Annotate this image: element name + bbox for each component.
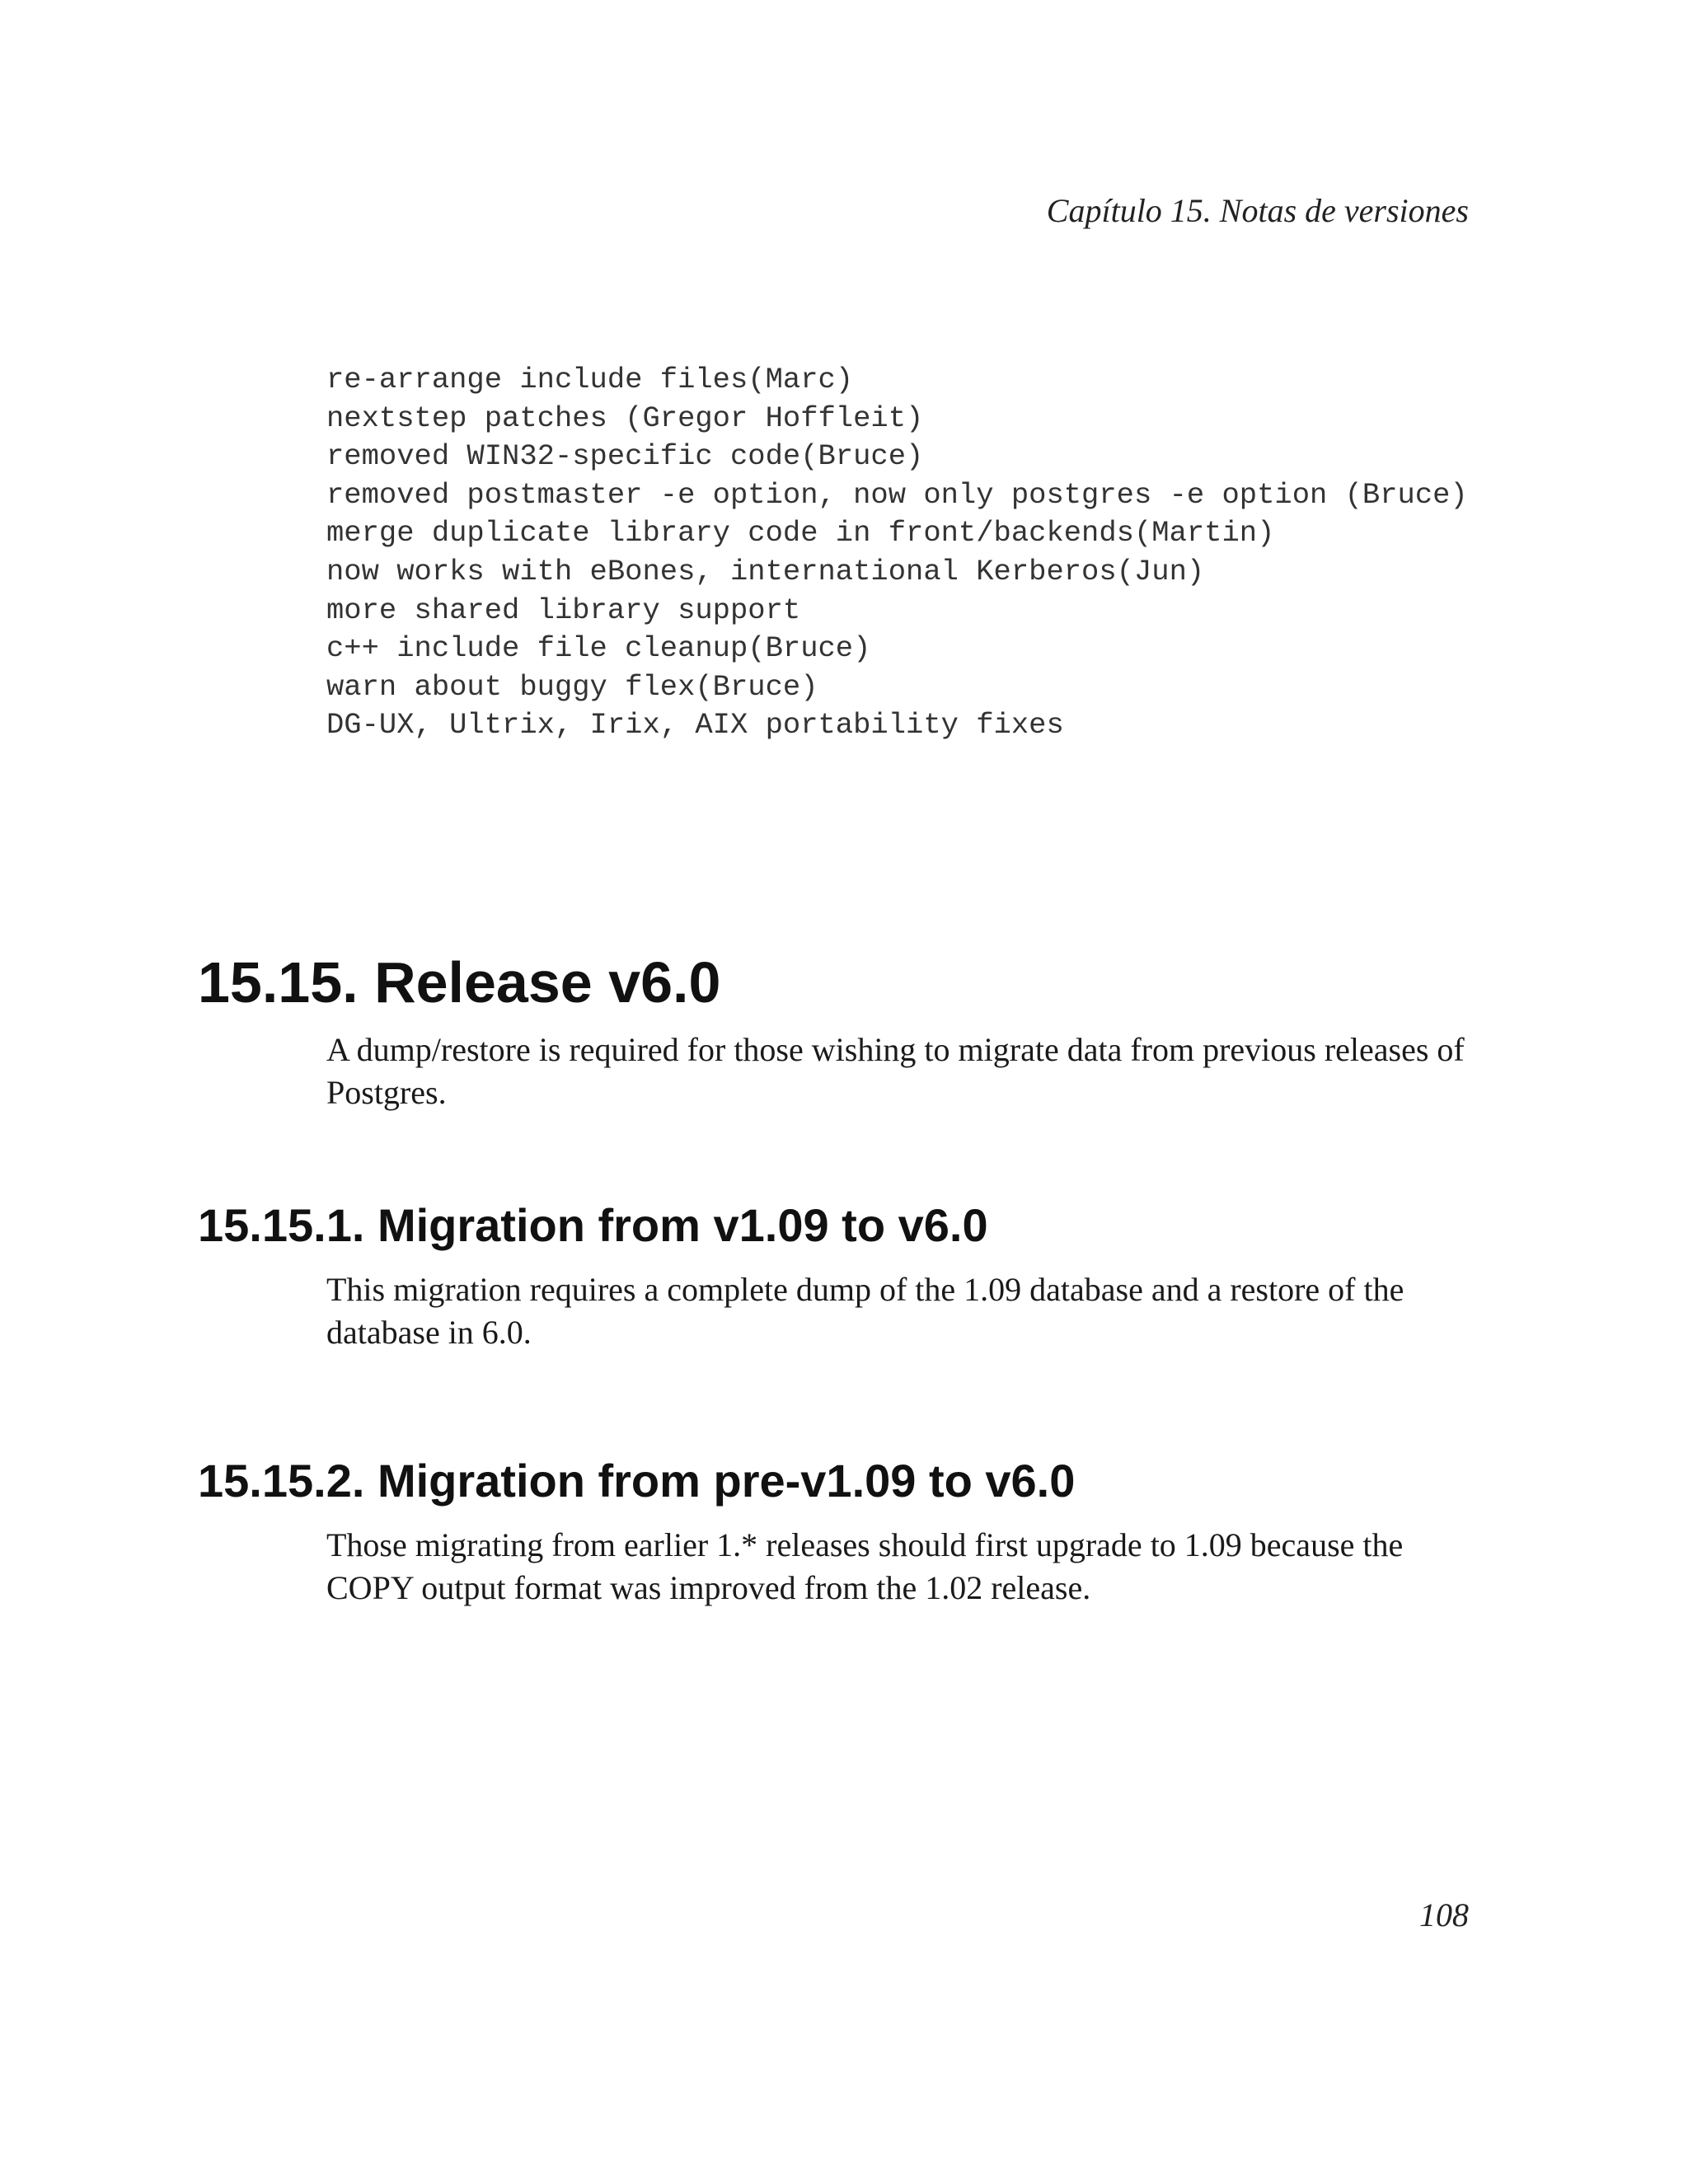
subsection-heading: 15.15.2. Migration from pre-v1.09 to v6.0	[198, 1455, 1076, 1507]
code-line: now works with eBones, international Kerberos(Jun)	[326, 554, 1205, 588]
section-heading: 15.15. Release v6.0	[198, 950, 721, 1015]
code-block	[326, 361, 1468, 745]
code-line: warn about buggy flex(Bruce)	[326, 669, 818, 704]
subsection-paragraph: This migration requires a complete dump of the 1.09 database and a restore of the database in 6.0.	[326, 1271, 1404, 1351]
code-line: removed postmaster -e option, now only postgres -e option (Bruce)	[326, 477, 1468, 512]
code-line: more shared library support	[326, 593, 801, 627]
code-line: re-arrange include files(Marc)	[326, 363, 854, 396]
code-line: c++ include file cleanup(Bruce)	[326, 631, 871, 666]
section-release-v6	[198, 948, 1469, 1114]
subsection-paragraph: Those migrating from earlier 1.* releases should first upgrade to 1.09 because the COPY output format was improved from the 1.02 release.	[326, 1526, 1404, 1606]
code-line: nextstep patches (Gregor Hoffleit)	[326, 401, 924, 435]
section-migration-v109	[198, 1197, 1469, 1354]
code-line: merge duplicate library code in front/backends(Martin)	[326, 516, 1275, 551]
code-line: DG-UX, Ultrix, Irix, AIX portability fixes	[326, 708, 1064, 743]
section-migration-pre-v109	[198, 1453, 1469, 1610]
section-paragraph: A dump/restore is required for those wishing to migrate data from previous releases of Postgres.	[326, 1031, 1465, 1111]
code-line: removed WIN32-specific code(Bruce)	[326, 439, 924, 474]
running-header: Capítulo 15. Notas de versiones	[1046, 192, 1469, 229]
page-number: 108	[1419, 1896, 1469, 1933]
subsection-heading: 15.15.1. Migration from v1.09 to v6.0	[198, 1199, 988, 1251]
